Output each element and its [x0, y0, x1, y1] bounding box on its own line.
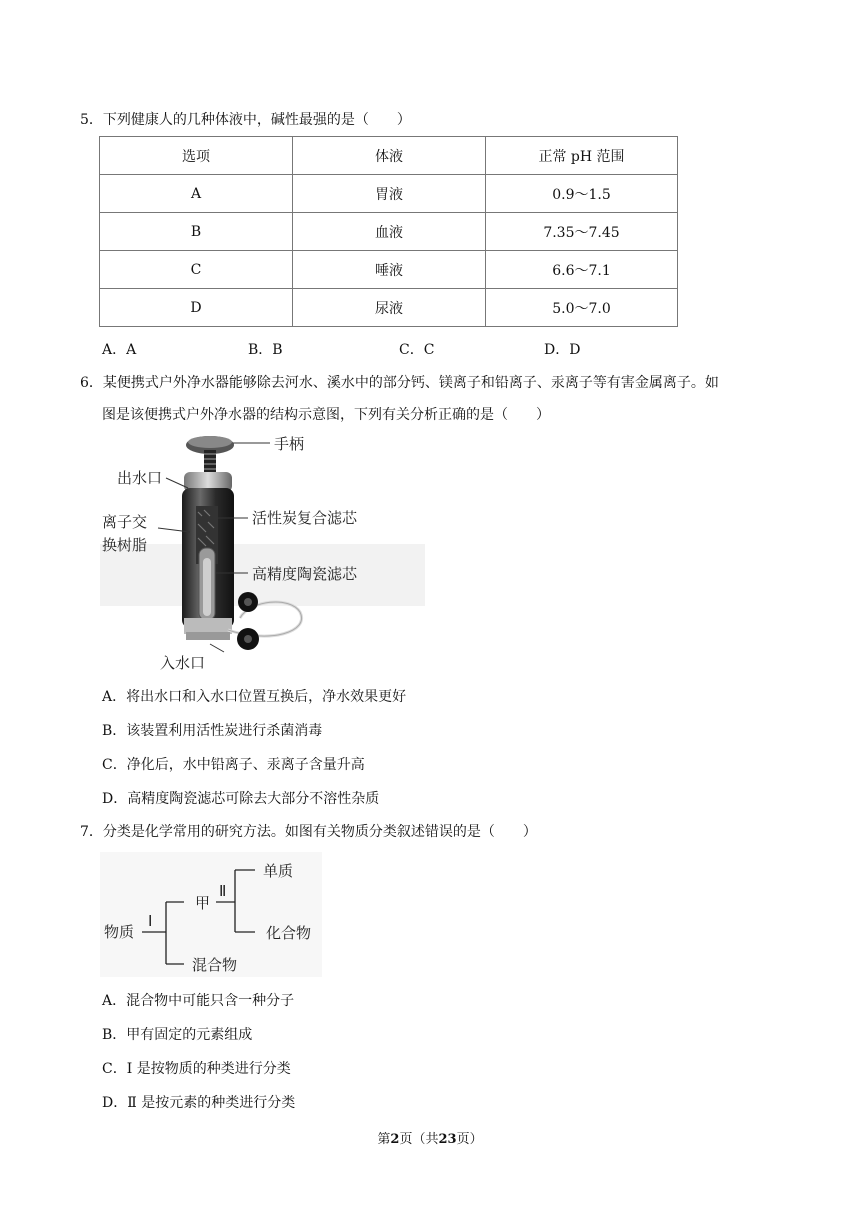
water-purifier-figure [100, 432, 430, 674]
table-header: 选项 [100, 137, 293, 175]
footer-middle: 页（共 [399, 1132, 439, 1147]
table-header: 体液 [293, 137, 486, 175]
q6-stem-line2: 图是该便携式户外净水器的结构示意图，下列有关分析正确的是（ ） [102, 407, 550, 423]
q7-option-c[interactable]: C．Ⅰ 是按物质的种类进行分类 [102, 1061, 291, 1077]
label-carbon-filter: 活性炭复合滤芯 [252, 509, 358, 527]
diagram-element: 单质 [263, 862, 294, 880]
diagram-mixture: 混合物 [192, 956, 238, 974]
label-outlet: 出水口 [117, 469, 163, 487]
table-header: 正常 pH 范围 [486, 137, 678, 175]
table-cell: 血液 [293, 213, 486, 251]
q7-option-d[interactable]: D．Ⅱ 是按元素的种类进行分类 [102, 1095, 296, 1111]
footer-suffix: 页） [456, 1132, 483, 1147]
table-cell: 胃液 [293, 175, 486, 213]
label-resin-1: 离子交 [102, 513, 148, 531]
table-row [100, 289, 678, 327]
q7-option-a[interactable]: A．混合物中可能只含一种分子 [102, 993, 295, 1009]
diagram-step-2: Ⅱ [219, 882, 227, 900]
q7-option-b[interactable]: B．甲有固定的元素组成 [102, 1027, 253, 1043]
table-row [100, 213, 678, 251]
q5-choice-d[interactable]: D．D [544, 342, 581, 358]
q6-option-c[interactable]: C．净化后，水中铅离子、汞离子含量升高 [102, 757, 365, 773]
footer-page-number: 2 [390, 1132, 400, 1147]
classification-diagram [100, 852, 325, 980]
table-cell: A [100, 175, 293, 213]
label-ceramic-filter: 高精度陶瓷滤芯 [252, 565, 358, 583]
table-cell: 7.35～7.45 [486, 213, 678, 251]
label-resin-2: 换树脂 [102, 536, 148, 554]
q6-option-d[interactable]: D．高精度陶瓷滤芯可除去大部分不溶性杂质 [102, 791, 380, 807]
table-cell: 唾液 [293, 251, 486, 289]
q7-stem: 7．分类是化学常用的研究方法。如图有关物质分类叙述错误的是（ ） [80, 824, 537, 840]
table-row [100, 175, 678, 213]
footer-prefix: 第 [377, 1132, 391, 1147]
q6-stem-line1: 6．某便携式户外净水器能够除去河水、溪水中的部分钙、镁离子和铅离子、汞离子等有害金属离子。如 [80, 375, 719, 391]
table-header-row [100, 137, 678, 175]
table-cell: 6.6～7.1 [486, 251, 678, 289]
q5-choice-a[interactable]: A．A [102, 342, 137, 358]
table-cell: 0.9～1.5 [486, 175, 678, 213]
q5-choice-c[interactable]: C．C [399, 342, 435, 358]
q6-option-b[interactable]: B．该装置利用活性炭进行杀菌消毒 [102, 723, 323, 739]
q6-option-a[interactable]: A．将出水口和入水口位置互换后，净水效果更好 [102, 689, 407, 705]
diagram-jia: 甲 [195, 894, 211, 912]
diagram-root: 物质 [104, 923, 135, 941]
table-cell: B [100, 213, 293, 251]
page-footer [0, 1128, 860, 1147]
table-row [100, 251, 678, 289]
table-cell: 5.0～7.0 [486, 289, 678, 327]
q5-choice-b[interactable]: B．B [248, 342, 283, 358]
ph-table [99, 136, 678, 327]
q5-stem: 5．下列健康人的几种体液中，碱性最强的是（ ） [80, 112, 411, 128]
diagram-step-1: Ⅰ [148, 912, 153, 930]
diagram-compound: 化合物 [266, 924, 312, 942]
table-cell: D [100, 289, 293, 327]
table-cell: 尿液 [293, 289, 486, 327]
label-handle: 手柄 [274, 435, 305, 453]
footer-total-pages: 23 [438, 1132, 457, 1147]
label-inlet: 入水口 [160, 654, 206, 672]
table-cell: C [100, 251, 293, 289]
